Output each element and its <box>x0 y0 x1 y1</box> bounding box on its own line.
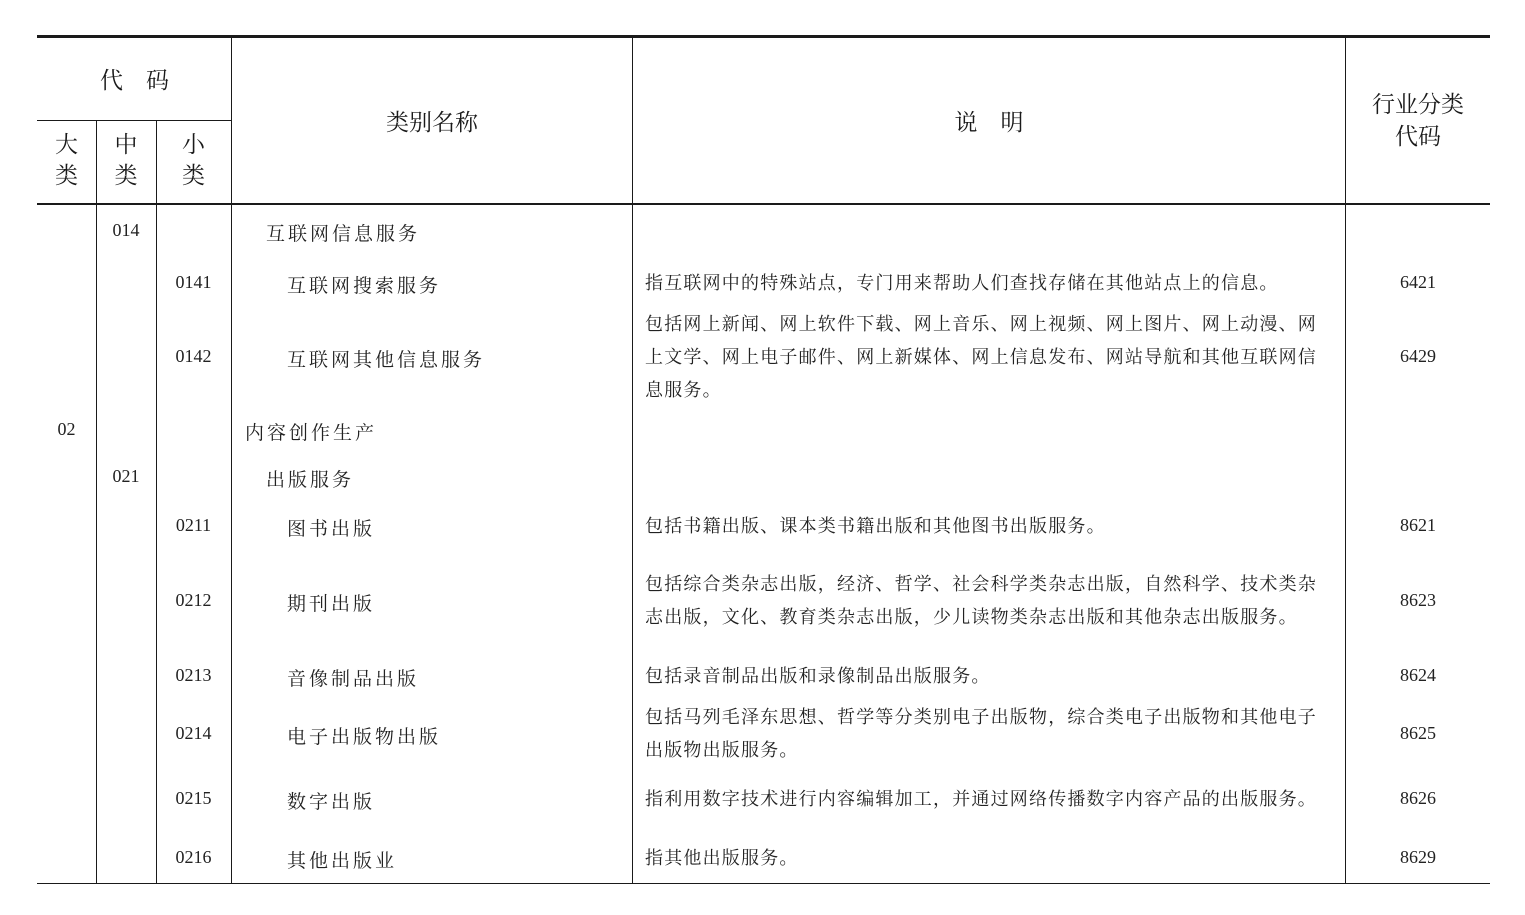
col-divider-medium <box>156 120 157 884</box>
row-industry-code: 6429 <box>1400 346 1436 366</box>
row-category-name: 其他出版业 <box>287 850 398 872</box>
table-top-rule <box>37 35 1490 38</box>
header-medium: 中 类 <box>114 132 138 189</box>
row-minor-code: 0211 <box>175 515 212 535</box>
row-category-name: 出版服务 <box>266 469 355 491</box>
header-category-name: 类别名称 <box>386 110 478 136</box>
row-minor-code: 0215 <box>175 788 212 808</box>
row-category-name: 互联网信息服务 <box>266 223 421 245</box>
row-description: 指利用数字技术进行内容编辑加工，并通过网络传播数字内容产品的出版服务。 <box>645 788 1317 810</box>
row-minor-code: 0216 <box>175 847 212 867</box>
row-category-name: 图书出版 <box>287 518 376 540</box>
col-divider-desc <box>1345 36 1346 884</box>
row-category-name: 互联网其他信息服务 <box>287 349 486 371</box>
code-group-divider <box>37 120 232 121</box>
row-category-name: 数字出版 <box>287 791 376 813</box>
row-description: 指其他出版服务。 <box>645 847 799 869</box>
row-description: 包括综合类杂志出版，经济、哲学、社会科学类杂志出版，自然科学、技术类杂志出版，文化、教育类杂志出版，少儿读物类杂志出版和其他杂志出版服务。 <box>645 574 1317 628</box>
row-description: 指互联网中的特殊站点，专门用来帮助人们查找存储在其他站点上的信息。 <box>645 272 1279 294</box>
header-bottom-rule <box>37 203 1490 205</box>
header-minor: 小 类 <box>182 132 205 189</box>
row-industry-code: 8623 <box>1400 590 1436 610</box>
row-minor-code: 0212 <box>175 590 212 610</box>
row-description: 包括网上新闻、网上软件下载、网上音乐、网上视频、网上图片、网上动漫、网上文学、网上电子邮件、网上新媒体、网上信息发布、网站导航和其他互联网信息服务。 <box>645 313 1317 401</box>
header-code-group: 代 码 <box>100 68 169 94</box>
row-medium-code: 021 <box>112 466 140 486</box>
col-divider-name <box>632 36 633 884</box>
row-description: 包括书籍出版、课本类书籍出版和其他图书出版服务。 <box>645 515 1106 537</box>
row-major-code: 02 <box>57 419 76 439</box>
row-minor-code: 0141 <box>175 272 212 292</box>
row-category-name: 互联网搜索服务 <box>287 275 442 297</box>
col-divider-code <box>231 36 232 884</box>
row-category-name: 期刊出版 <box>287 593 376 615</box>
row-industry-code: 8625 <box>1400 723 1436 743</box>
row-category-name: 音像制品出版 <box>287 668 420 690</box>
row-industry-code: 8621 <box>1400 515 1436 535</box>
row-minor-code: 0214 <box>175 723 212 743</box>
row-minor-code: 0213 <box>175 665 212 685</box>
row-industry-code: 8624 <box>1400 665 1436 685</box>
row-description: 包括录音制品出版和录像制品出版服务。 <box>645 665 991 687</box>
row-industry-code: 8626 <box>1400 788 1436 808</box>
row-industry-code: 6421 <box>1400 272 1436 292</box>
row-category-name: 内容创作生产 <box>245 422 378 444</box>
row-description: 包括马列毛泽东思想、哲学等分类别电子出版物，综合类电子出版物和其他电子出版物出版服务。 <box>645 707 1317 761</box>
header-major: 大 类 <box>55 132 78 189</box>
row-industry-code: 8629 <box>1400 847 1436 867</box>
row-category-name: 电子出版物出版 <box>287 726 442 748</box>
header-description: 说 明 <box>954 110 1024 136</box>
header-industry-code: 行业分类 代码 <box>1372 92 1464 150</box>
row-minor-code: 0142 <box>175 346 212 366</box>
table-bottom-rule <box>37 883 1490 884</box>
row-medium-code: 014 <box>112 220 140 240</box>
